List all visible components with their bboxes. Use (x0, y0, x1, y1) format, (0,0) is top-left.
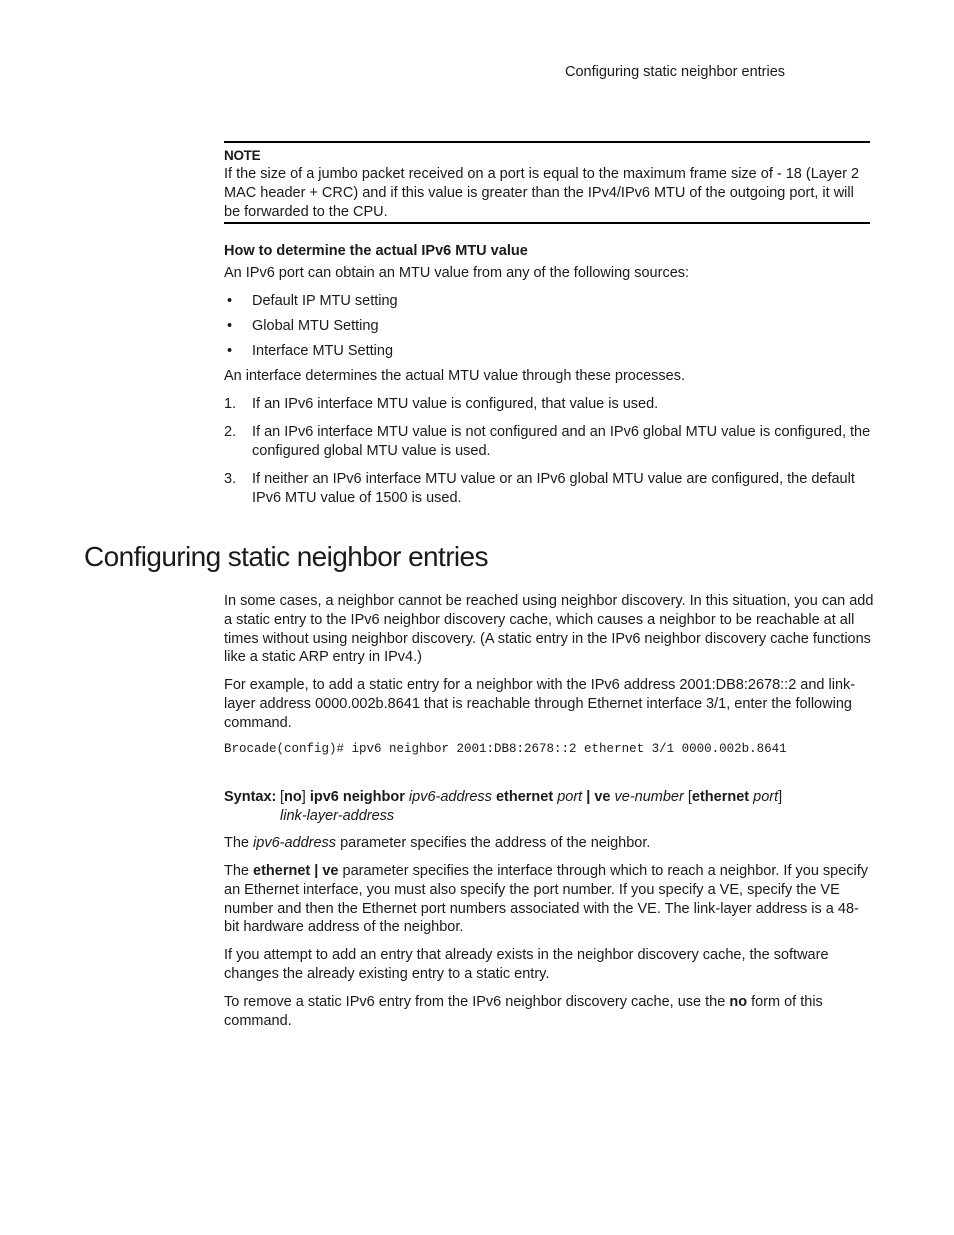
list-item: 1. If an IPv6 interface MTU value is configured, that value is used. (224, 396, 659, 412)
note-text: If the size of a jumbo packet received on a port is equal to the maximum frame size of - 18 (Layer 2 MAC header + CRC) and if this value is greater than the IPv4/IPv6 MTU of the outgoing port, it will be forwarded to the CPU. (224, 166, 860, 220)
syntax-line: [no] ipv6 neighbor ipv6-address ethernet port | ve ve-number [ethernet port] link-layer-address (280, 789, 783, 824)
ethernet-ve-description: The ethernet | ve parameter specifies the interface through which to reach a neighbor. If you specify an Ethernet interface, you must also specify the port number. If you specify a VE, specify the VE number and then the Ethernet port numbers associated with the VE. The link-layer address is a 48-bit hardware address of the neighbor. (224, 863, 869, 936)
example-paragraph: For example, to add a static entry for a neighbor with the IPv6 address 2001:DB8:2678::2 and link-layer address 0000.002b.8641 that is reachable through Ethernet interface 3/1, enter the following command. (224, 677, 856, 731)
syntax-label: Syntax: (224, 789, 277, 805)
bullet-icon: • (227, 343, 233, 359)
section-title: Configuring static neighbor entries (84, 541, 488, 572)
syntax-block (224, 788, 874, 824)
note-label: NOTE (224, 148, 261, 163)
mtu-subheading: How to determine the actual IPv6 MTU value (224, 243, 528, 259)
existing-entry-paragraph: If you attempt to add an entry that already exists in the neighbor discovery cache, the software changes the already existing entry to a static entry. (224, 947, 829, 982)
command-example: Brocade(config)# ipv6 neighbor 2001:DB8:2678::2 ethernet 3/1 0000.002b.8641 (224, 742, 787, 756)
list-item: 3. If neither an IPv6 interface MTU value or an IPv6 global MTU value are configured, the default IPv6 MTU value of 1500 is used. (224, 471, 855, 506)
list-item: • Global MTU Setting (227, 318, 379, 334)
list-item: • Interface MTU Setting (227, 343, 394, 359)
mtu-intro: An IPv6 port can obtain an MTU value from any of the following sources: (224, 265, 690, 281)
bullet-icon: • (227, 293, 233, 309)
running-header: Configuring static neighbor entries (565, 64, 786, 80)
process-steps (224, 395, 874, 508)
ipv6-address-description: The ipv6-address parameter specifies the address of the neighbor. (224, 835, 651, 851)
mtu-source-list (224, 292, 874, 367)
remove-entry-paragraph: To remove a static IPv6 entry from the IPv6 neighbor discovery cache, use the no form of this command. (224, 994, 823, 1029)
intro-paragraph: In some cases, a neighbor cannot be reached using neighbor discovery. In this situation, you can add a static entry to the IPv6 neighbor discovery cache, which causes a neighbor to be reachable at all times without using neighbor discovery. (A static entry in the IPv6 neighbor discovery cache functions like a static ARP entry in IPv4.) (224, 593, 874, 666)
note-box (224, 141, 870, 224)
bullet-icon: • (227, 318, 233, 334)
list-item: • Default IP MTU setting (227, 293, 398, 309)
process-intro: An interface determines the actual MTU value through these processes. (224, 368, 686, 384)
list-item: 2. If an IPv6 interface MTU value is not configured and an IPv6 global MTU value is configured, the configured global MTU value is used. (224, 424, 871, 459)
